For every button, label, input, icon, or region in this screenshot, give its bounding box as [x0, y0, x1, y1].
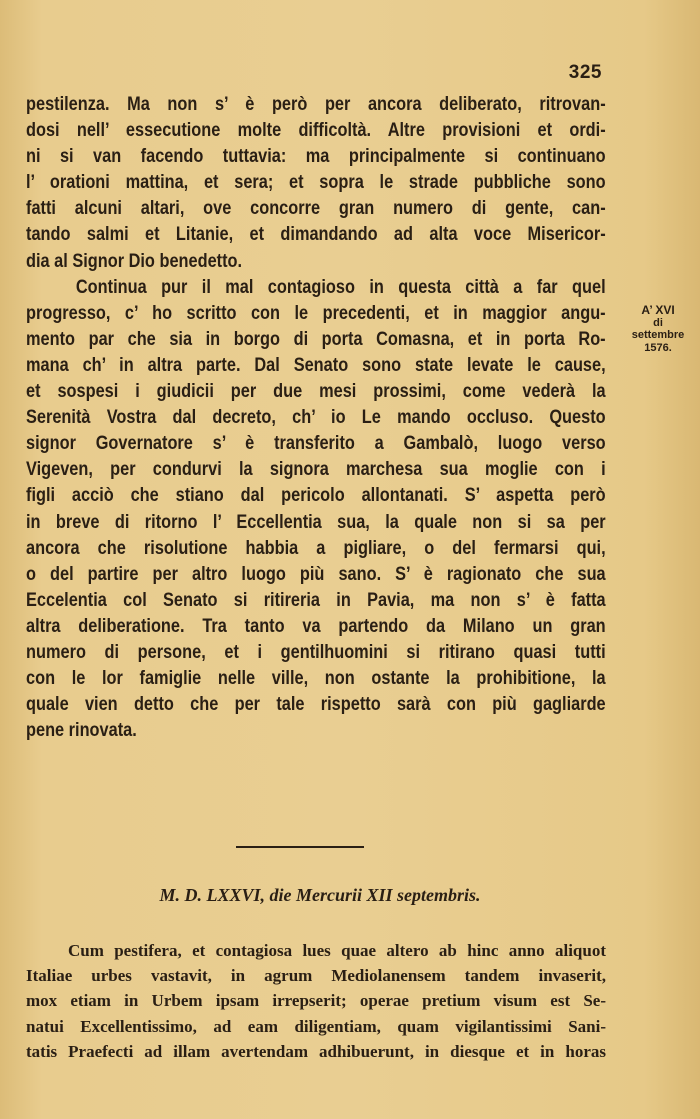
text-line: l’ orationi mattina, et sera; et sopra le strade pubbliche sono [26, 172, 606, 194]
page-number: 325 [568, 62, 602, 83]
text-line: pestilenza. Ma non s’ è però per ancora deliberato, ritrovan- [26, 94, 606, 115]
text-line: tando salmi et Litanie, et dimandando ad alta voce Misericor- [26, 224, 606, 246]
text-line: altra deliberatione. Tra tanto va partendo da Milano un gran [26, 615, 606, 637]
text-line: o del partire per altro luogo più sano. S’ è ragionato che sua [26, 563, 606, 585]
text-line: ancora che risolutione habbia a pigliare, o del fermarsi qui, [26, 537, 606, 559]
text-line: quale vien detto che per tale rispetto sarà con più gagliarde [26, 694, 606, 716]
text-line: dosi nell’ essecutione molte difficoltà. Altre provisioni et ordi- [26, 120, 606, 142]
text-line: Continua pur il mal contagioso in questa città a far quel [75, 276, 606, 298]
margin-date-note [618, 304, 698, 354]
margin-note-line: settembre [631, 329, 685, 341]
text-line: Eccelentia col Senato si ritireria in Pavia, ma non s’ è fatta [26, 589, 606, 611]
text-line: mox etiam in Urbem ipsam irrepserit; operae pretium visum est Se- [26, 991, 606, 1011]
margin-note-line: 1576. [644, 341, 672, 354]
text-line: signor Governatore s’ è transferito a Gambalò, luogo verso [26, 433, 606, 455]
main-text-block [26, 92, 606, 744]
text-line: figli acciò che stiano dal pericolo allontanati. S’ aspetta però [26, 485, 606, 507]
text-line: tatis Praefecti ad illam avertendam adhibuerunt, in diesque et in horas [26, 1041, 606, 1061]
text-line: natui Excellentissimo, ad eam diligentiam, quam vigilantissimi Sani- [26, 1016, 606, 1036]
section-divider [236, 846, 364, 848]
text-line: Italiae urbes vastavit, in agrum Mediolanensem tandem invaserit, [26, 966, 606, 986]
text-line: pene rinovata. [26, 720, 137, 742]
text-line: Serenità Vostra dal decreto, ch’ io Le mando occluso. Questo [26, 407, 606, 429]
margin-note-line: A’ XVI [641, 303, 675, 317]
text-line: dia al Signor Dio benedetto. [26, 250, 243, 272]
text-line: et sospesi i giudicii per due mesi prossimi, come vederà la [26, 381, 606, 403]
text-line: progresso, c’ ho scritto con le precedenti, et in maggior angu- [26, 302, 606, 324]
text-line: mento par che sia in borgo di porta Comasna, et in porta Ro- [26, 328, 606, 350]
text-line: fatti alcuni altari, ove concorre gran numero di gente, can- [26, 198, 606, 220]
latin-text-block [26, 938, 606, 1064]
text-line: Vigeven, per condurvi la signora marchesa sua moglie con i [26, 459, 606, 481]
text-line: Cum pestifera, et contagiosa lues quae altero ab hinc anno aliquot [68, 941, 606, 960]
text-line: ni si van facendo tuttavia: ma principalmente si continuano [26, 146, 606, 168]
text-line: mana ch’ in altra parte. Dal Senato sono state levate le cause, [26, 354, 606, 376]
text-line: con le lor famiglie nelle ville, non ostante la prohibitione, la [26, 668, 606, 690]
margin-note-line: di [653, 316, 663, 329]
text-line: numero di persone, et i gentilhuomini si ritirano quasi tutti [26, 641, 606, 663]
decree-heading: M. D. LXXVI, die Mercurii XII septembris. [159, 885, 481, 905]
text-line: in breve di ritorno l’ Eccellentia sua, la quale non si sa per [26, 511, 606, 533]
